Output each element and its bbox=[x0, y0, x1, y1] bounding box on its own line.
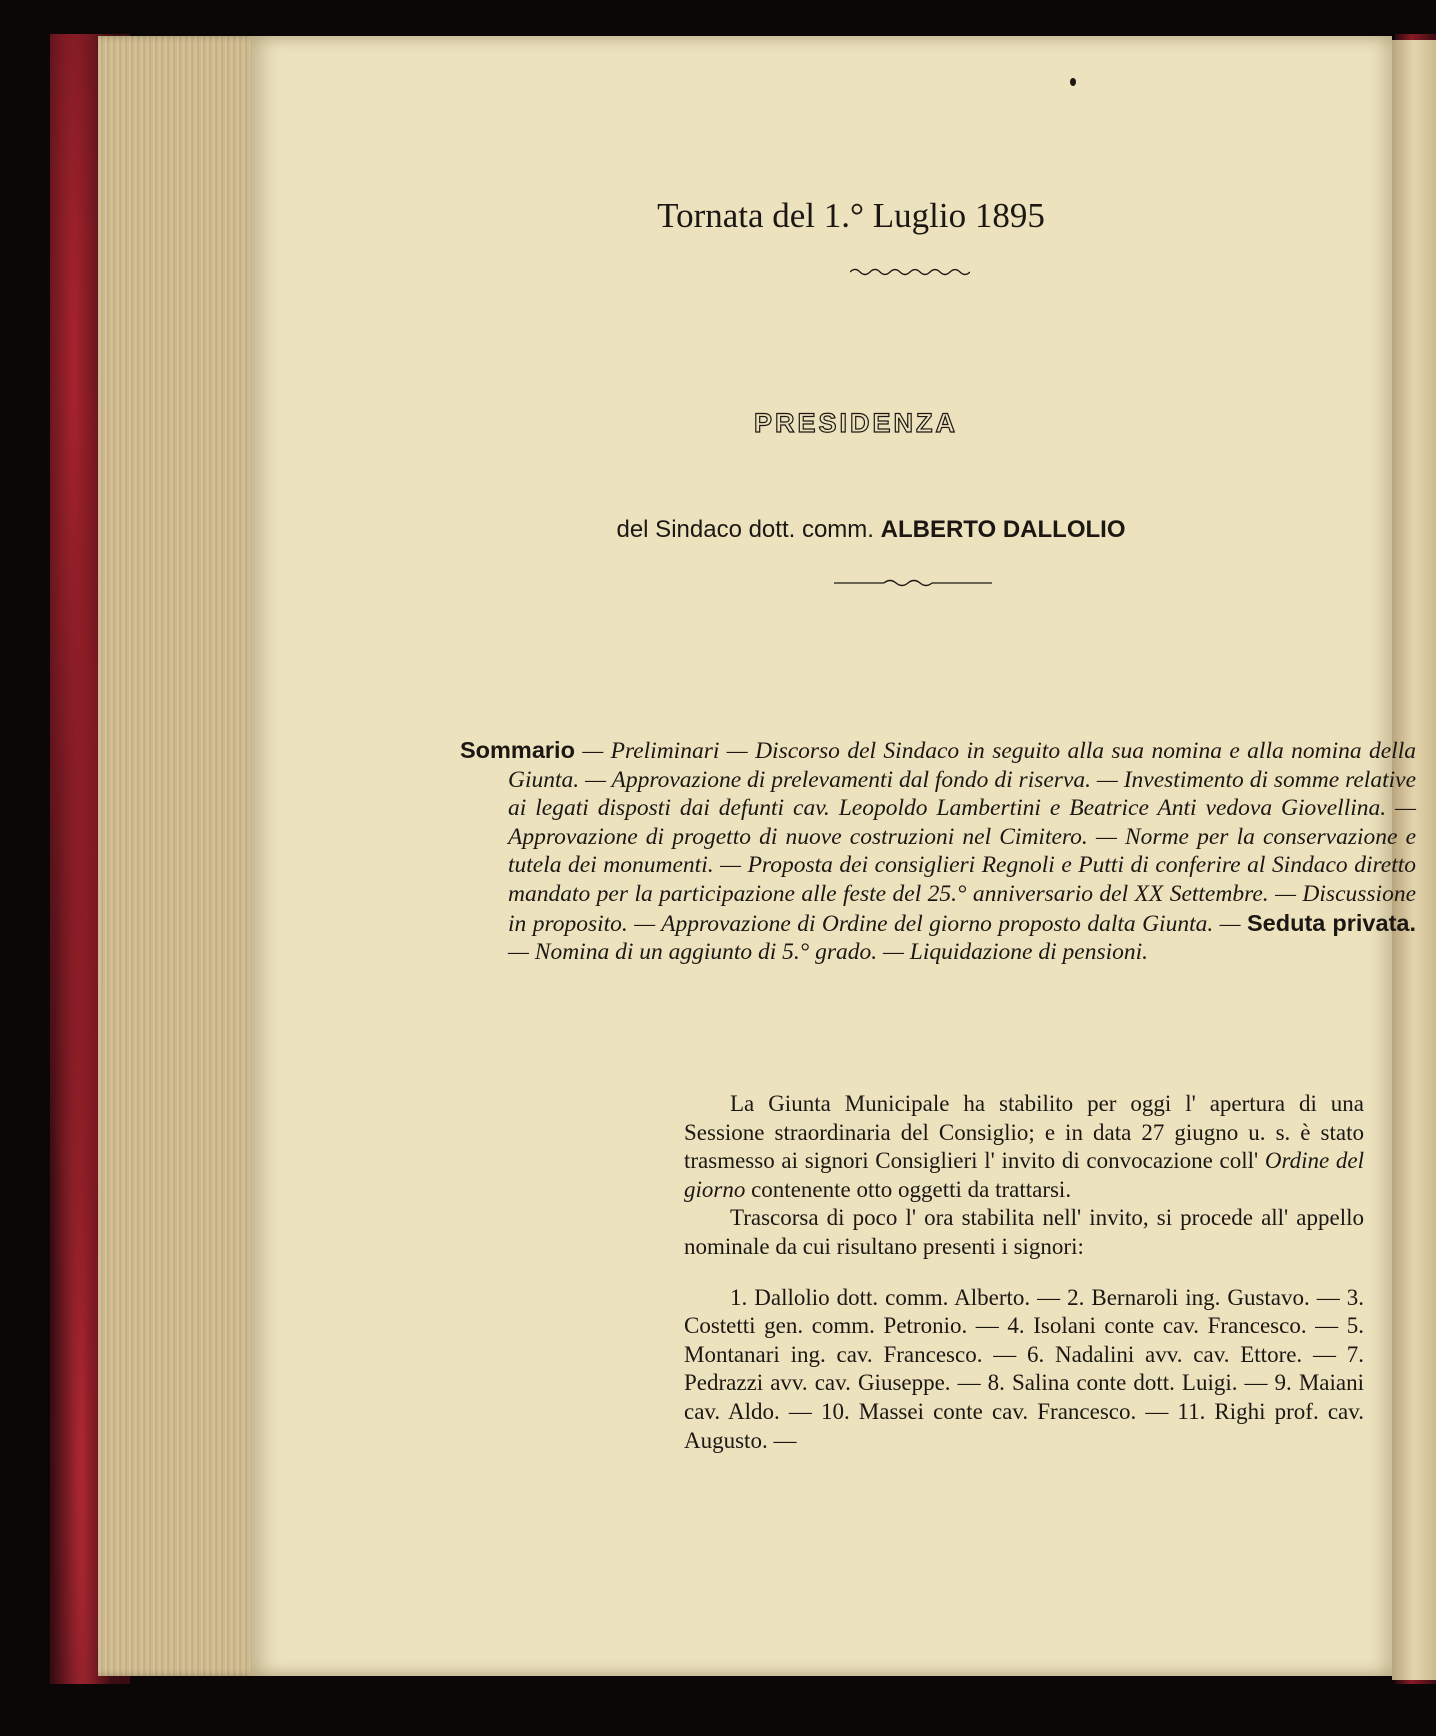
chair-line bbox=[250, 516, 1392, 544]
summary-private-session: Seduta privata. bbox=[1246, 909, 1416, 936]
summary-block bbox=[460, 736, 1416, 967]
paragraph-opening-b: contenente otto oggetti da trattarsi. bbox=[745, 1176, 1072, 1202]
chair-prefix: del Sindaco dott. comm. bbox=[616, 516, 874, 543]
session-title: Tornata del 1.° Luglio 1895 bbox=[657, 196, 1045, 235]
paragraph-opening bbox=[684, 1090, 1364, 1204]
wave-ornament bbox=[850, 266, 970, 278]
summary-lead: Sommario bbox=[460, 737, 575, 763]
summary-text-2: — Nomina di un aggiunto di 5.° grado. — Liquidazione di pensioni. bbox=[508, 939, 1149, 966]
summary-text-1: — Preliminari — Discorso del Sindaco in seguito alla sua nomina e alla nomina della Giunta. — Approvazione di prelevamenti dal fondo di riserva. — Investimento di somme relative ai legati disposti dai defunti cav. Leopoldo Lambertini e Beatrice Anti vedova Giovellina. — Approvazione di progetto di nuove costruzioni nel Cimitero. — Norme per la conservazione e tutela dei monumenti. — Proposta dei consiglieri Regnoli e Putti di conferire al Sindaco diretto mandato per la participazione alle feste del 25.° anniversario del XX Settembre. — Discussione in proposito. — Approvazione di Ordine del giorno proposto dalta Giunta. — bbox=[508, 738, 1416, 937]
ornamental-rule bbox=[834, 578, 992, 588]
paragraph-opening-a: La Giunta Municipale ha stabilito per oggi l' apertura di una Sessione straordinaria del Consiglio; e in data 27 giugno u. s. è stato trasmesso ai signori Consiglieri l' invito di convocazione coll' bbox=[684, 1091, 1364, 1174]
minutes-body bbox=[684, 1090, 1364, 1455]
order-of-day: Ordine del giorno bbox=[684, 1148, 1365, 1202]
paragraph-attendees: 1. Dallolio dott. comm. Alberto. — 2. Bernaroli ing. Gustavo. — 3. Costetti gen. comm. Petronio. — 4. Isolani conte cav. Francesco. — 5. Montanari ing. cav. Francesco. — 6. Nadalini avv. cav. Ettore. — 7. Pedrazzi avv. cav. Giuseppe. — 8. Salina conte dott. Luigi. — 9. Maiani cav. Aldo. — 10. Massei conte cav. Francesco. — 11. Righi prof. cav. Augusto. — bbox=[684, 1284, 1364, 1453]
document-page bbox=[250, 36, 1416, 1676]
chair-name: ALBERTO DALLOLIO bbox=[880, 516, 1126, 543]
paragraph-roll-call: Trascorsa di poco l' ora stabilita nell' invito, si procede all' appello nominale da cui risultano presenti i signori: bbox=[684, 1205, 1364, 1259]
presidency-heading: PRESIDENZA bbox=[753, 408, 959, 438]
ink-speck bbox=[1070, 78, 1076, 86]
